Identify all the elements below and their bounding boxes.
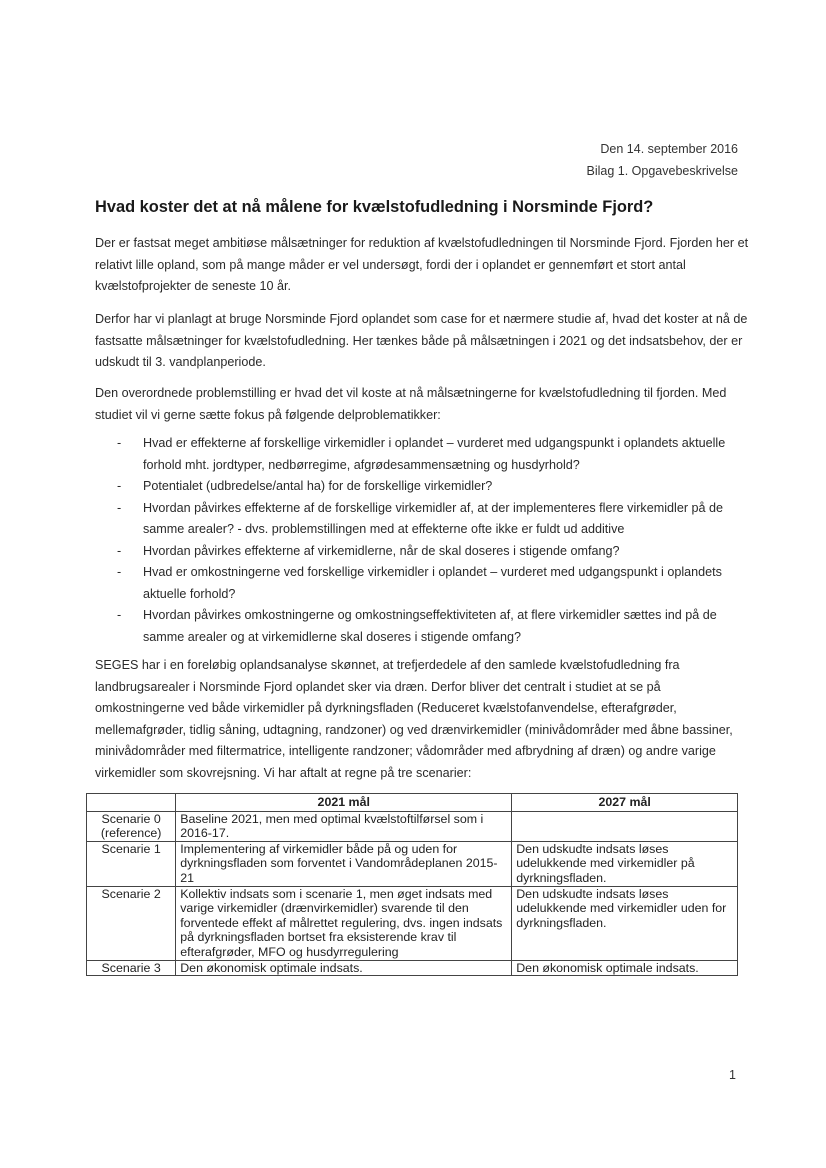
goal-2027-cell: Den udskudte indsats løses udelukkende med virkemidler uden for dyrkningsfladen. — [512, 886, 738, 960]
table-row — [87, 960, 738, 976]
subproblem-list — [95, 433, 755, 648]
goal-2027-cell: Den udskudte indsats løses udelukkende med virkemidler på dyrkningsfladen. — [512, 841, 738, 886]
scenario-label: Scenarie 2 — [87, 886, 176, 960]
bullet-dash: - — [117, 436, 122, 450]
table-header-2021: 2021 mål — [176, 794, 512, 812]
table-row — [87, 811, 738, 841]
paragraph-scenarios: SEGES har i en foreløbig oplandsanalyse skønnet, at trefjerdedele af den samlede kvælstofudledning fra landbrugsarealer i Norsminde Fjord oplandet sker via dræn. Derfor bliver det centralt i studiet at se på omkostningerne ved både virkemidler på dyrkningsfladen (Reduceret kvælstofanvendelse, efterafgrøder, mellemafgrøder, tidlig såning, udtagning, randzoner) og ved drænvirkemidler (minivådområder med åbne bassiner, minivådområder med filtermatrice, intelligente randzoner; vådområder med afbrydning af dræn) og andre varige virkemidler som skovrejsning. Vi har aftalt at regne på tre scenarier: — [95, 658, 733, 780]
attachment-line: Bilag 1. Opgavebeskrivelse — [586, 164, 738, 178]
list-item: - Potentialet (udbredelse/antal ha) for de forskellige virkemidler? — [95, 476, 755, 498]
paragraph-problem: Den overordnede problemstilling er hvad det vil koste at nå målsætningerne for kvælstofudledning til fjorden. Med studiet vil vi gerne sætte fokus på følgende delproblematikker: — [95, 386, 727, 422]
scenario-table — [86, 793, 738, 976]
table-row — [87, 886, 738, 960]
goal-2021-cell: Den økonomisk optimale indsats. — [176, 960, 512, 976]
table-row — [87, 841, 738, 886]
goal-2021-cell: Baseline 2021, men med optimal kvælstoftilførsel som i 2016-17. — [176, 811, 512, 841]
bullet-dash: - — [117, 543, 122, 558]
goal-2021-cell: Implementering af virkemidler både på og uden for dyrkningsfladen som forventet i Vandområdeplanen 2015-21 — [176, 841, 512, 886]
table-header-row — [87, 794, 738, 812]
list-item: - Hvordan påvirkes effekterne af virkemidlerne, når de skal doseres i stigende omfang? — [95, 541, 755, 563]
bullet-dash: - — [117, 479, 122, 493]
goal-2027-cell: Den økonomisk optimale indsats. — [512, 960, 738, 976]
bullet-dash: - — [117, 500, 122, 515]
paragraph-intro: Der er fastsat meget ambitiøse målsætninger for reduktion af kvælstofudledningen til Norsminde Fjord. Fjorden her et relativt lille opland, som på mange måder er vel undersøgt, fordi der i oplandet er gennemført et stort antal kvælstofprojekter de seneste 10 år. — [95, 236, 749, 293]
list-item: - Hvad er omkostningerne ved forskellige virkemidler i oplandet – vurderet med udgangspunkt i oplandets aktuelle forhold? — [95, 562, 755, 605]
date-line: Den 14. september 2016 — [600, 142, 738, 156]
goal-2021-cell: Kollektiv indsats som i scenarie 1, men øget indsats med varige virkemidler (drænvirkemidler) svarende til den forventede effekt af målrettet regulering, dvs. ingen indsats på dyrkningsfladen bortset fra eksisterende krav til efterafgrøder, MFO og husdyrregulering — [176, 886, 512, 960]
bullet-dash: - — [117, 565, 122, 579]
document-title: Hvad koster det at nå målene for kvælstofudledning i Norsminde Fjord? — [95, 198, 654, 216]
goal-2027-cell — [512, 811, 738, 841]
page-number: 1 — [729, 1068, 736, 1082]
scenario-label: Scenarie 3 — [87, 960, 176, 976]
table-header-empty — [87, 794, 176, 812]
document-header — [587, 138, 738, 182]
table-header-2027: 2027 mål — [512, 794, 738, 812]
scenario-label: Scenarie 0 (reference) — [87, 811, 176, 841]
list-item: - Hvordan påvirkes effekterne af de forskellige virkemidler af, at der implementeres flere virkemidler på de samme arealer? - dvs. problemstillingen med at effekterne ofte ikke er fuldt ud additive — [95, 498, 755, 541]
list-item: - Hvordan påvirkes omkostningerne og omkostningseffektiviteten af, at flere virkemidler sættes ind på de samme arealer og at virkemidlerne skal doseres i stigende omfang? — [95, 605, 755, 648]
paragraph-case: Derfor har vi planlagt at bruge Norsminde Fjord oplandet som case for et nærmere studie af, hvad det koster at nå de fastsatte målsætninger for kvælstofudledning. Her tænkes både på målsætningen i 2021 og det indsatsbehov, der er udskudt til 3. vandplanperiode. — [95, 312, 748, 369]
scenario-label: Scenarie 1 — [87, 841, 176, 886]
list-item: - Hvad er effekterne af forskellige virkemidler i oplandet – vurderet med udgangspunkt i oplandets aktuelle forhold mht. jordtyper, nedbørregime, afgrødesammensætning og husdyrhold? — [95, 433, 755, 476]
bullet-dash: - — [117, 608, 122, 622]
